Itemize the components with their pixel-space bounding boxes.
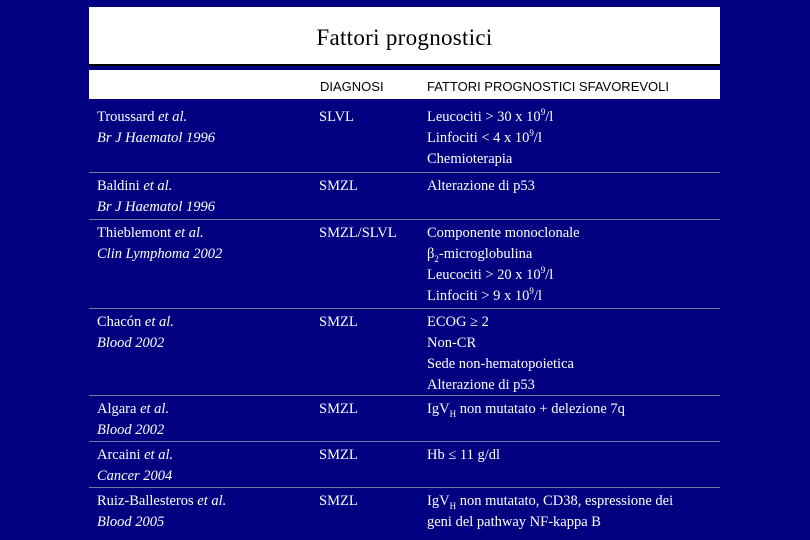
factor-item: Leucociti > 20 x $10^9/l$ <box>427 265 554 283</box>
author: Algara et al. <box>97 401 170 417</box>
factor-item: Chemioterapia <box>427 151 513 167</box>
reference-cell <box>97 312 174 354</box>
journal: Blood 2005 <box>97 514 165 530</box>
factor-item: Linfociti > 9 x $10^9/l$ <box>427 286 542 304</box>
journal: Blood 2002 <box>97 335 165 351</box>
factors-cell <box>427 312 574 396</box>
factor-item: Componente monoclonale <box>427 225 580 241</box>
factor-item: IgV$_H$ non mutatato, CD38, espressione dei <box>427 493 674 511</box>
row-divider <box>89 308 720 309</box>
header-diagnosis: DIAGNOSI <box>320 79 384 94</box>
factor-item: IgV$_H$ non mutatato + delezione 7q <box>427 401 625 419</box>
reference-cell <box>97 491 226 533</box>
page-title: Fattori prognostici <box>316 25 493 50</box>
factor-item: $\beta_2$-microglobulina <box>427 246 533 264</box>
author: Ruiz-Ballesteros et al. <box>97 493 227 509</box>
reference-cell <box>97 223 222 265</box>
row-divider <box>89 441 720 442</box>
factor-item: Alterazione di p53 <box>427 377 535 393</box>
journal: Cancer 2004 <box>97 468 173 484</box>
factors-cell <box>427 107 553 170</box>
author: Arcaini et al. <box>97 447 174 463</box>
reference-cell <box>97 445 173 487</box>
diagnosis-cell: SMZL <box>319 493 358 509</box>
reference-cell <box>97 176 215 218</box>
row-divider <box>89 172 720 173</box>
factors-cell <box>427 223 580 307</box>
factor-item: Linfociti < 4 x $10^9/l$ <box>427 128 542 146</box>
diagnosis-cell: SMZL/SLVL <box>319 225 397 241</box>
journal: Clin Lymphoma 2002 <box>97 246 223 262</box>
row-divider <box>89 219 720 220</box>
author: Thieblemont et al. <box>97 225 204 241</box>
diagnosis-cell: SLVL <box>319 109 354 125</box>
diagnosis-cell: SMZL <box>319 401 358 417</box>
factors-cell <box>427 399 625 420</box>
table-header <box>89 70 720 99</box>
title-box <box>89 7 720 66</box>
reference-cell <box>97 399 169 441</box>
reference-cell <box>97 107 215 149</box>
factor-item: Leucociti > 30 x $10^9/l$ <box>427 107 554 125</box>
factors-cell <box>427 445 500 466</box>
factor-item: Non-CR <box>427 335 477 351</box>
row-divider <box>89 487 720 488</box>
factor-item: ECOG ≥ 2 <box>427 314 489 330</box>
factor-item: Alterazione di p53 <box>427 178 535 194</box>
journal: Br J Haematol 1996 <box>97 130 215 146</box>
diagnosis-cell: SMZL <box>319 178 358 194</box>
author: Baldini et al. <box>97 178 173 194</box>
factor-item: geni del pathway NF-kappa B <box>427 514 601 530</box>
diagnosis-cell: SMZL <box>319 447 358 463</box>
header-factors: FATTORI PROGNOSTICI SFAVOREVOLI <box>427 79 669 94</box>
factor-item: Hb ≤ 11 g/dl <box>427 447 501 463</box>
row-divider <box>89 395 720 396</box>
journal: Br J Haematol 1996 <box>97 199 215 215</box>
factor-item: Sede non-hematopoietica <box>427 356 574 372</box>
diagnosis-cell: SMZL <box>319 314 358 330</box>
author: Troussard et al. <box>97 109 188 125</box>
factors-cell <box>427 491 673 533</box>
journal: Blood 2002 <box>97 422 165 438</box>
factors-cell <box>427 176 535 197</box>
author: Chacón et al. <box>97 314 174 330</box>
